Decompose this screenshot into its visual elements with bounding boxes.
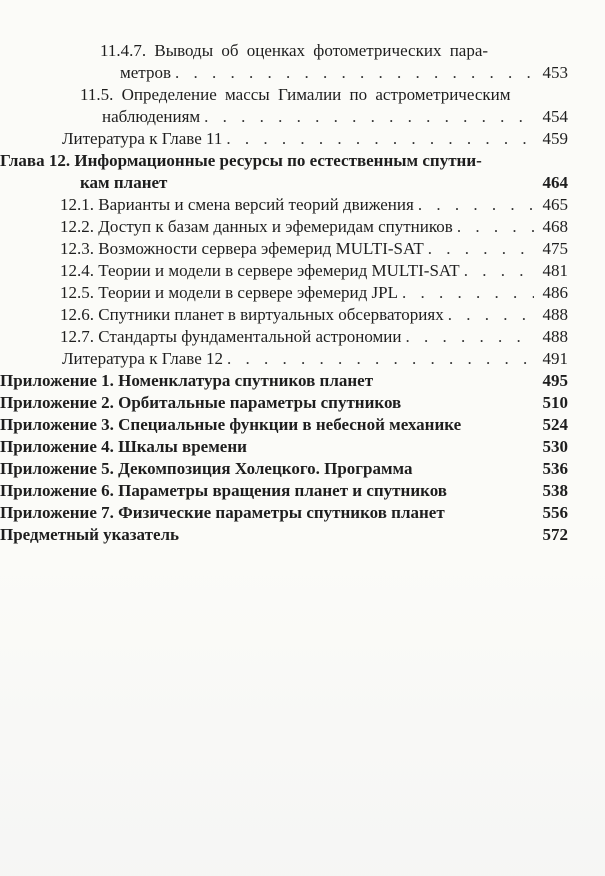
toc-page-number: 572 — [542, 525, 568, 544]
toc-entry-label: Приложение 1. Номенклатура спутников планет — [0, 371, 374, 390]
toc-entry-label: Приложение 7. Физические параметры спутников планет — [0, 503, 445, 522]
leader-dots — [464, 260, 534, 282]
toc-entry-12-5 — [60, 282, 568, 304]
toc-entry-12-4 — [60, 260, 568, 282]
toc-appendix-2 — [0, 392, 568, 414]
leader-dots — [405, 326, 534, 348]
toc-page-number: 538 — [542, 481, 568, 500]
toc-page-number: 481 — [542, 261, 568, 280]
leader-dots — [448, 304, 534, 326]
toc-entry-12-7 — [60, 326, 568, 348]
toc-entry-11-5 — [60, 84, 568, 106]
leader-dots — [175, 62, 534, 84]
toc-entry-label: 12.1. Варианты и смена версий теорий движения — [60, 195, 414, 214]
toc-entry-label: Приложение 5. Декомпозиция Холецкого. Программа — [0, 459, 413, 478]
toc-page-number: 468 — [542, 217, 568, 236]
toc-appendix-1 — [0, 370, 568, 392]
toc-page-number: 495 — [542, 371, 568, 390]
toc-entry-literature-11 — [60, 128, 568, 150]
toc-entry-label: 12.5. Теории и модели в сервере эфемерид JPL — [60, 283, 398, 302]
toc-entry-label: 11.5. Определение массы Гималии по астрометрическим — [80, 85, 511, 104]
toc-entry-label: 12.4. Теории и модели в сервере эфемерид MULTI-SAT — [60, 261, 460, 280]
leader-dots — [418, 194, 534, 216]
toc-appendix-7 — [0, 502, 568, 524]
toc-entry-label: Приложение 3. Специальные функции в небесной механике — [0, 415, 462, 434]
toc-page-number: 510 — [542, 393, 568, 412]
toc-appendix-6 — [0, 480, 568, 502]
toc-page-number: 465 — [542, 195, 568, 214]
toc-appendix-3 — [0, 414, 568, 436]
toc-entry-label: 12.7. Стандарты фундаментальной астрономии — [60, 327, 402, 346]
toc-page-number: 491 — [542, 349, 568, 368]
table-of-contents — [0, 40, 568, 546]
toc-appendix-5 — [0, 458, 568, 480]
toc-entry-label: 11.4.7. Выводы об оценках фотометрических пара- — [100, 41, 489, 60]
toc-entry-label: наблюдениям — [102, 107, 201, 126]
toc-entry-11-4-7-cont — [60, 62, 568, 84]
toc-entry-label: Глава 12. Информационные ресурсы по естественным спутни- — [0, 151, 482, 170]
toc-page-number: 486 — [542, 283, 568, 302]
toc-page-number: 453 — [542, 63, 568, 82]
toc-entry-label: 12.3. Возможности сервера эфемерид MULTI-SAT — [60, 239, 424, 258]
toc-page-number: 488 — [542, 327, 568, 346]
toc-chapter-12 — [0, 150, 568, 172]
toc-page-number: 536 — [542, 459, 568, 478]
toc-appendix-4 — [0, 436, 568, 458]
toc-entry-label: метров — [120, 63, 171, 82]
toc-entry-label: 12.6. Спутники планет в виртуальных обсерваториях — [60, 305, 444, 324]
leader-dots — [457, 216, 534, 238]
toc-page-number: 475 — [542, 239, 568, 258]
toc-entry-11-5-cont — [60, 106, 568, 128]
toc-entry-label: Литература к Главе 11 — [62, 129, 223, 148]
toc-subject-index — [0, 524, 568, 546]
leader-dots — [204, 106, 534, 128]
toc-entry-label: Приложение 2. Орбитальные параметры спутников — [0, 393, 402, 412]
toc-page-number: 524 — [542, 415, 568, 434]
toc-page-number: 454 — [542, 107, 568, 126]
leader-dots — [428, 238, 534, 260]
toc-entry-12-3 — [60, 238, 568, 260]
toc-entry-label: Приложение 6. Параметры вращения планет и спутников — [0, 481, 447, 500]
leader-dots — [226, 128, 534, 150]
toc-page-number: 459 — [542, 129, 568, 148]
toc-entry-12-6 — [60, 304, 568, 326]
page-shading — [0, 560, 605, 876]
toc-page-number: 464 — [542, 173, 568, 192]
toc-entry-label: Предметный указатель — [0, 525, 180, 544]
toc-entry-11-4-7 — [60, 40, 568, 62]
toc-entry-label: Приложение 4. Шкалы времени — [0, 437, 247, 456]
toc-page-number: 488 — [542, 305, 568, 324]
toc-entry-label: 12.2. Доступ к базам данных и эфемеридам спутников — [60, 217, 453, 236]
toc-entry-literature-12 — [60, 348, 568, 370]
toc-page-number: 530 — [542, 437, 568, 456]
leader-dots — [227, 348, 534, 370]
toc-chapter-12-cont — [60, 172, 568, 194]
toc-entry-label: кам планет — [80, 173, 168, 192]
toc-entry-12-2 — [60, 216, 568, 238]
leader-dots — [402, 282, 534, 304]
toc-entry-label: Литература к Главе 12 — [62, 349, 224, 368]
toc-page-number: 556 — [542, 503, 568, 522]
toc-entry-12-1 — [60, 194, 568, 216]
